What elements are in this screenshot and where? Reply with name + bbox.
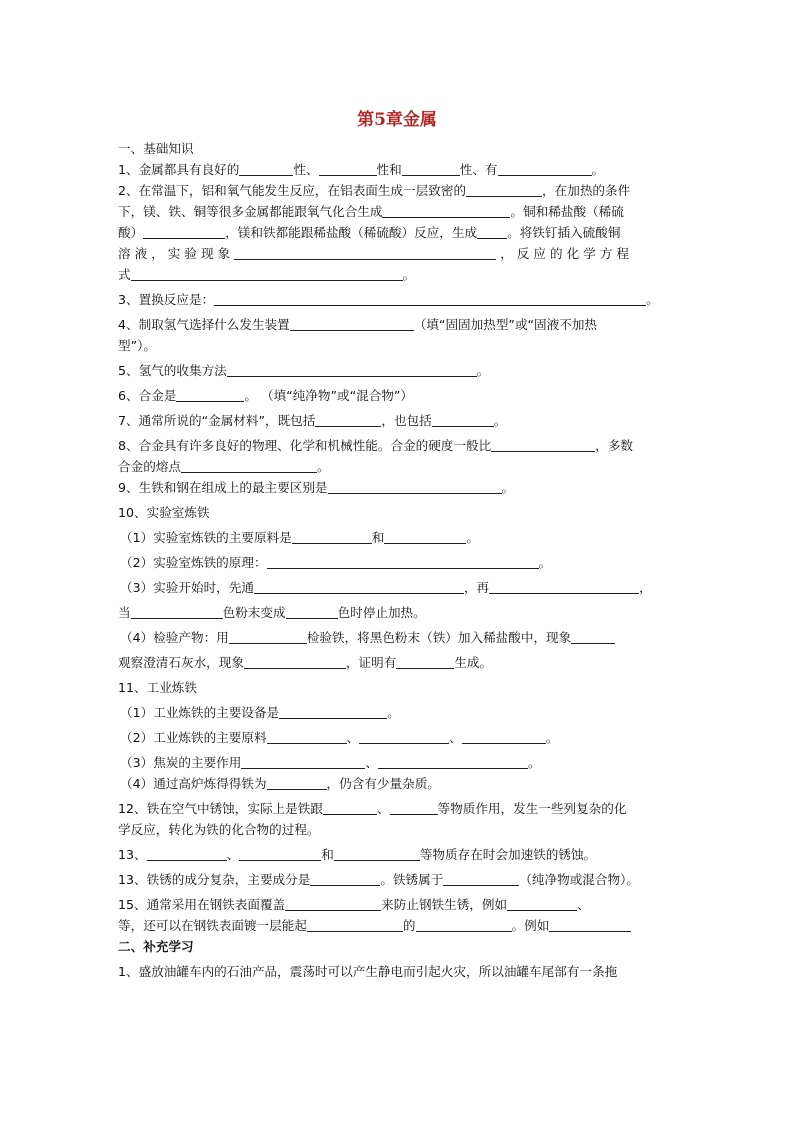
answer-blank[interactable]	[285, 897, 381, 911]
section-heading-basics: 一、基础知识	[118, 141, 194, 156]
section-heading-supplement: 二、补充学习	[118, 939, 194, 954]
question-8: 8、合金具有许多良好的物理、化学和机械性能。合金的硬度一般比 ，多数 合金的熔点 。	[118, 438, 634, 474]
answer-blank[interactable]	[292, 530, 372, 544]
supplement-item-1: 1、盛放油罐车内的石油产品，震荡时可以产生静电而引起火灾，所以油罐车尾部有一条拖	[118, 964, 618, 979]
answer-blank[interactable]	[239, 162, 293, 176]
page-title: 第5章金属	[357, 110, 437, 130]
answer-blank[interactable]	[491, 438, 595, 452]
answer-blank[interactable]	[279, 705, 387, 719]
answer-blank[interactable]	[241, 755, 365, 769]
question-10: 10、实验室炼铁 （1）实验室炼铁的主要原料是 和 。 （2）实验室炼铁的原理： 。 （3）实验开始时，先通 ，再 ， 当 色粉末变成 色时停止加热。 （4）检验产物：用 检验铁，将黑色粉末（铁）加入稀盐酸中，现象 观察澄清石灰水，现象 ，证明有 生成。	[118, 505, 652, 670]
answer-blank[interactable]	[131, 267, 403, 281]
answer-blank[interactable]	[267, 555, 539, 569]
answer-blank[interactable]	[244, 655, 346, 669]
answer-blank[interactable]	[239, 847, 321, 861]
question-7: 7、通常所说的“金属材料”，既包括 ，也包括 。	[118, 413, 507, 428]
question-1: 1、金属都具有良好的 性、 性和 性、有 。	[118, 162, 605, 177]
answer-blank[interactable]	[286, 605, 338, 619]
answer-blank[interactable]	[359, 730, 449, 744]
answer-blank[interactable]	[267, 730, 347, 744]
answer-blank[interactable]	[390, 801, 438, 815]
answer-blank[interactable]	[382, 204, 510, 218]
answer-blank[interactable]	[571, 630, 615, 644]
answer-blank[interactable]	[143, 225, 225, 239]
answer-blank[interactable]	[396, 655, 454, 669]
answer-blank[interactable]	[402, 162, 460, 176]
answer-blank[interactable]	[307, 918, 403, 932]
answer-blank[interactable]	[323, 801, 377, 815]
answer-blank[interactable]	[477, 225, 507, 239]
worksheet-body	[118, 138, 674, 982]
answer-blank[interactable]	[234, 246, 496, 260]
answer-blank[interactable]	[214, 292, 646, 306]
question-2: 2、在常温下，铝和氧气能发生反应，在铝表面生成一层致密的 ，在加热的条件 下，镁、铁、铜等很多金属都能跟氧气化合生成 。铜和稀盐酸（稀硫 酸） ，镁和铁都能跟稀盐酸（稀硫酸）反应，生成 。将铁钉插入硫酸铜 溶 液 ， 实 验 现 象 ， 反 应 的 化 学 方 程 式 。	[118, 183, 631, 282]
answer-blank[interactable]	[384, 530, 466, 544]
answer-blank[interactable]	[315, 413, 381, 427]
answer-blank[interactable]	[378, 755, 528, 769]
answer-blank[interactable]	[334, 847, 420, 861]
answer-blank[interactable]	[181, 459, 317, 473]
question-15: 15、通常采用在钢铁表面覆盖 来防止钢铁生锈，例如 、 等，还可以在钢铁表面镀一层能起 的 。例如	[118, 894, 674, 936]
question-13: 13、 、 和 等物质存在时会加速铁的锈蚀。	[118, 847, 597, 862]
answer-blank[interactable]	[443, 872, 519, 886]
answer-blank[interactable]	[319, 162, 377, 176]
answer-blank[interactable]	[227, 363, 477, 377]
question-5: 5、氢气的收集方法 。	[118, 363, 490, 378]
answer-blank[interactable]	[131, 605, 223, 619]
answer-blank[interactable]	[229, 630, 307, 644]
question-14: 13、铁锈的成分复杂，主要成分是 。铁锈属于 （纯净物或混合物）。	[118, 872, 639, 887]
answer-blank[interactable]	[549, 918, 631, 932]
question-11: 11、工业炼铁 （1）工业炼铁的主要设备是 。 （2）工业炼铁的主要原料 、 、 。 （3）焦炭的主要作用 、 。 （4）通过高炉炼得得铁为 ，仍含有少量杂质。	[118, 680, 559, 791]
answer-blank[interactable]	[432, 413, 494, 427]
answer-blank[interactable]	[310, 872, 380, 886]
answer-blank[interactable]	[498, 162, 592, 176]
answer-blank[interactable]	[147, 847, 227, 861]
answer-blank[interactable]	[328, 480, 502, 494]
answer-blank[interactable]	[290, 317, 414, 331]
answer-blank[interactable]	[176, 388, 244, 402]
answer-blank[interactable]	[466, 183, 542, 197]
question-6: 6、合金是 。 （填“纯净物”或“混合物”）	[118, 388, 414, 403]
answer-blank[interactable]	[254, 580, 464, 594]
answer-blank[interactable]	[267, 776, 327, 790]
answer-blank[interactable]	[489, 580, 639, 594]
question-4: 4、制取氢气选择什么发生装置 （填“固固加热型”或“固液不加热 型”）。	[118, 317, 598, 353]
answer-blank[interactable]	[507, 897, 577, 911]
question-12: 12、铁在空气中锈蚀，实际上是铁跟 、 等物质作用，发生一些列复杂的化 学反应，转化为铁的化合物的过程。	[118, 801, 627, 837]
question-3: 3、置换反应是： 。	[118, 292, 659, 307]
answer-blank[interactable]	[462, 730, 546, 744]
question-9: 9、生铁和钢在组成上的最主要区别是 。	[118, 480, 515, 495]
answer-blank[interactable]	[416, 918, 512, 932]
